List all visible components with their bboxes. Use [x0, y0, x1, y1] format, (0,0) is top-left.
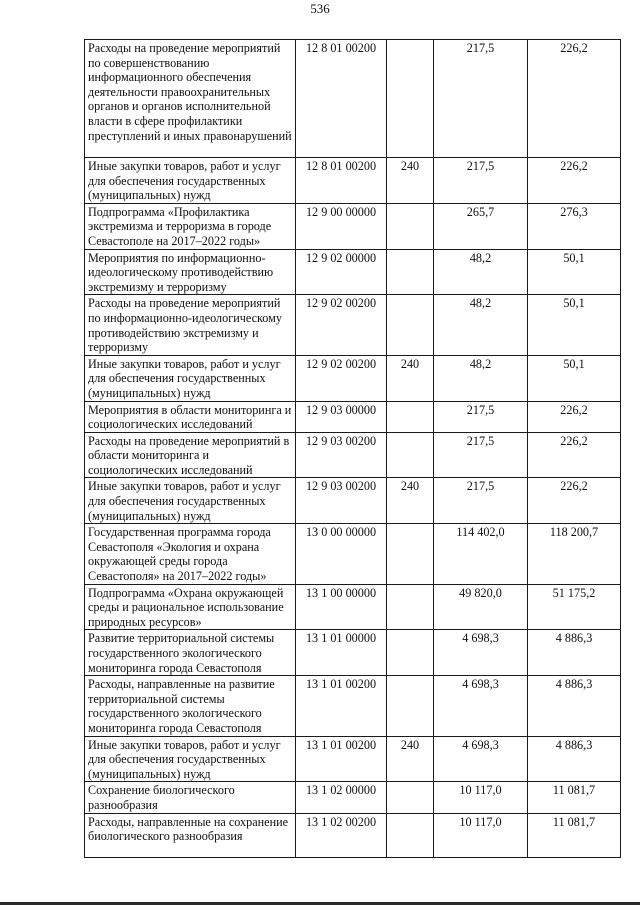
amount-year1-cell: 217,5	[434, 158, 528, 204]
target-code-cell: 13 1 02 00200	[296, 813, 387, 857]
expense-type-cell	[387, 813, 434, 857]
amount-year2-cell: 4 886,3	[528, 736, 621, 782]
table-row	[85, 40, 621, 158]
table-row	[85, 584, 621, 630]
amount-year1-cell: 10 117,0	[434, 813, 528, 857]
target-code-cell: 12 8 01 00200	[296, 40, 387, 158]
expense-type-cell	[387, 782, 434, 813]
table-row	[85, 203, 621, 249]
expense-type-cell	[387, 630, 434, 676]
expense-name-cell: Иные закупки товаров, работ и услуг для обеспечения государственных (муниципальных) нужд	[85, 736, 296, 782]
amount-year2-cell: 50,1	[528, 355, 621, 401]
amount-year1-cell: 4 698,3	[434, 630, 528, 676]
amount-year2-cell: 276,3	[528, 203, 621, 249]
amount-year1-cell: 4 698,3	[434, 736, 528, 782]
table-row	[85, 736, 621, 782]
amount-year2-cell: 118 200,7	[528, 524, 621, 584]
target-code-cell: 13 1 00 00000	[296, 584, 387, 630]
expense-type-cell	[387, 432, 434, 478]
amount-year2-cell: 226,2	[528, 478, 621, 524]
amount-year1-cell: 217,5	[434, 40, 528, 158]
expense-name-cell: Сохранение биологического разнообразия	[85, 782, 296, 813]
amount-year2-cell: 50,1	[528, 295, 621, 355]
expense-type-cell	[387, 676, 434, 736]
target-code-cell: 13 1 01 00200	[296, 736, 387, 782]
amount-year1-cell: 49 820,0	[434, 584, 528, 630]
target-code-cell: 12 9 02 00200	[296, 355, 387, 401]
amount-year2-cell: 51 175,2	[528, 584, 621, 630]
table-row	[85, 782, 621, 813]
target-code-cell: 12 9 02 00200	[296, 295, 387, 355]
expense-type-cell	[387, 584, 434, 630]
expense-name-cell: Расходы на проведение мероприятий по информационно-идеологическому противодействию экстремизму и терроризму	[85, 295, 296, 355]
page-number: 536	[310, 1, 330, 16]
table-row	[85, 676, 621, 736]
table-row	[85, 249, 621, 295]
expense-name-cell: Расходы, направленные на сохранение биологического разнообразия	[85, 813, 296, 857]
amount-year2-cell: 226,2	[528, 401, 621, 432]
expense-type-cell	[387, 524, 434, 584]
amount-year2-cell: 226,2	[528, 158, 621, 204]
target-code-cell: 12 8 01 00200	[296, 158, 387, 204]
amount-year1-cell: 48,2	[434, 355, 528, 401]
amount-year1-cell: 265,7	[434, 203, 528, 249]
table-row	[85, 401, 621, 432]
target-code-cell: 12 9 02 00000	[296, 249, 387, 295]
expense-type-cell: 240	[387, 158, 434, 204]
amount-year1-cell: 114 402,0	[434, 524, 528, 584]
amount-year1-cell: 4 698,3	[434, 676, 528, 736]
amount-year1-cell: 48,2	[434, 295, 528, 355]
target-code-cell: 12 9 03 00000	[296, 401, 387, 432]
expense-name-cell: Подпрограмма «Профилактика экстремизма и терроризма в городе Севастополе на 2017–2022 годы»	[85, 203, 296, 249]
expense-name-cell: Расходы, направленные на развитие территориальной системы государственного экологического мониторинга города Севастополя	[85, 676, 296, 736]
expense-name-cell: Мероприятия в области мониторинга и социологических исследований	[85, 401, 296, 432]
expense-type-cell	[387, 203, 434, 249]
expense-type-cell: 240	[387, 736, 434, 782]
expense-type-cell	[387, 401, 434, 432]
expense-type-cell	[387, 40, 434, 158]
table-row	[85, 295, 621, 355]
expense-name-cell: Расходы на проведение мероприятий по совершенствованию информационного обеспечения деятельности правоохранительных органов и органов исполнительной власти в сфере профилактики преступлений и иных правонарушений	[85, 40, 296, 158]
expense-name-cell: Расходы на проведение мероприятий в области мониторинга и социологических исследований	[85, 432, 296, 478]
amount-year1-cell: 48,2	[434, 249, 528, 295]
table-row	[85, 630, 621, 676]
table-row	[85, 432, 621, 478]
table-row	[85, 478, 621, 524]
expense-type-cell	[387, 295, 434, 355]
amount-year2-cell: 50,1	[528, 249, 621, 295]
amount-year2-cell: 226,2	[528, 40, 621, 158]
expense-name-cell: Иные закупки товаров, работ и услуг для обеспечения государственных (муниципальных) нужд	[85, 158, 296, 204]
amount-year1-cell: 217,5	[434, 478, 528, 524]
expense-name-cell: Развитие территориальной системы государственного экологического мониторинга города Севастополя	[85, 630, 296, 676]
amount-year1-cell: 217,5	[434, 432, 528, 478]
amount-year1-cell: 10 117,0	[434, 782, 528, 813]
expense-name-cell: Государственная программа города Севастополя «Экология и охрана окружающей среды города Севастополя» на 2017–2022 годы»	[85, 524, 296, 584]
expense-name-cell: Мероприятия по информационно-идеологическому противодействию экстремизму и терроризму	[85, 249, 296, 295]
expense-name-cell: Подпрограмма «Охрана окружающей среды и рациональное использование природных ресурсов»	[85, 584, 296, 630]
target-code-cell: 12 9 00 00000	[296, 203, 387, 249]
table-row	[85, 355, 621, 401]
amount-year2-cell: 4 886,3	[528, 676, 621, 736]
budget-table	[84, 39, 621, 858]
expense-type-cell: 240	[387, 355, 434, 401]
table-row	[85, 813, 621, 857]
target-code-cell: 13 1 02 00000	[296, 782, 387, 813]
expense-name-cell: Иные закупки товаров, работ и услуг для обеспечения государственных (муниципальных) нужд	[85, 355, 296, 401]
expense-name-cell: Иные закупки товаров, работ и услуг для обеспечения государственных (муниципальных) нужд	[85, 478, 296, 524]
target-code-cell: 13 1 01 00000	[296, 630, 387, 676]
expense-type-cell: 240	[387, 478, 434, 524]
amount-year1-cell: 217,5	[434, 401, 528, 432]
target-code-cell: 13 0 00 00000	[296, 524, 387, 584]
table-row	[85, 524, 621, 584]
amount-year2-cell: 226,2	[528, 432, 621, 478]
amount-year2-cell: 11 081,7	[528, 813, 621, 857]
target-code-cell: 13 1 01 00200	[296, 676, 387, 736]
target-code-cell: 12 9 03 00200	[296, 432, 387, 478]
target-code-cell: 12 9 03 00200	[296, 478, 387, 524]
table-row	[85, 158, 621, 204]
amount-year2-cell: 4 886,3	[528, 630, 621, 676]
amount-year2-cell: 11 081,7	[528, 782, 621, 813]
expense-type-cell	[387, 249, 434, 295]
